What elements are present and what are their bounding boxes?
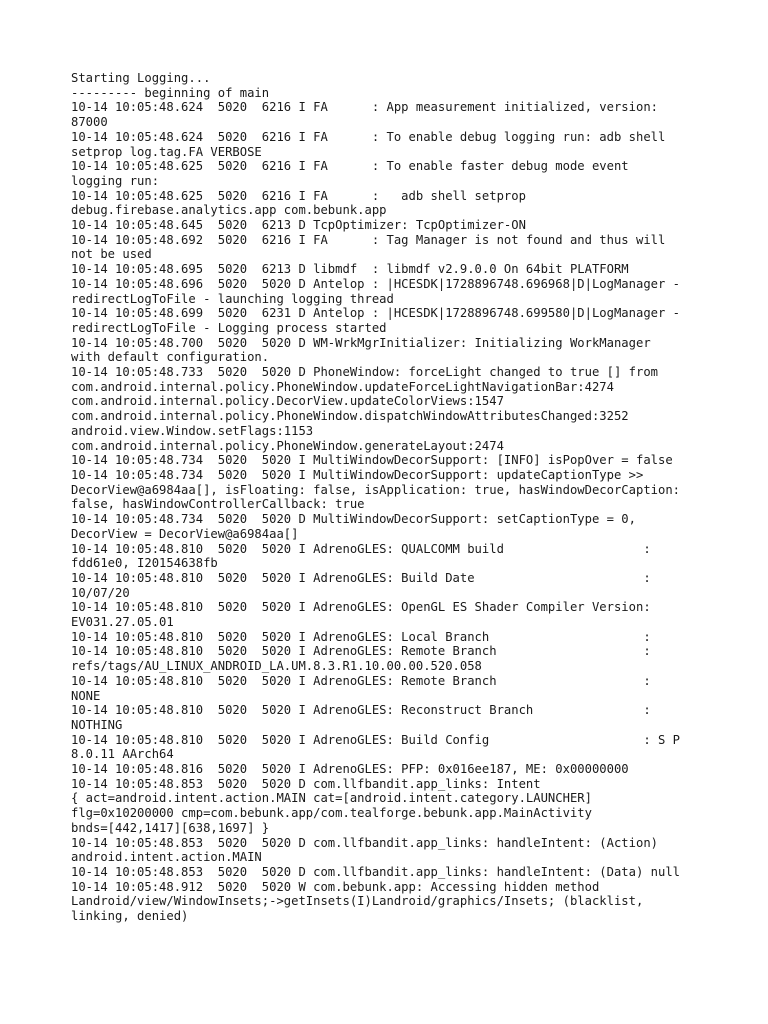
log-line: 10-14 10:05:48.692 5020 6216 I FA : Tag Manager is not found and thus will: [71, 232, 666, 247]
log-line: --------- beginning of main: [71, 85, 270, 100]
log-line: DecorView = DecorView@a6984aa[]: [71, 526, 299, 541]
log-line: linking, denied): [71, 909, 189, 924]
log-line: 10-14 10:05:48.816 5020 5020 I AdrenoGLES: PFP: 0x016ee187, ME: 0x00000000: [71, 762, 629, 777]
log-line: 10-14 10:05:48.734 5020 5020 I MultiWindowDecorSupport: [INFO] isPopOver = false: [71, 453, 673, 468]
log-line: 10-14 10:05:48.810 5020 5020 I AdrenoGLES: Build Config : S P: [71, 732, 681, 747]
log-line: NOTHING: [71, 717, 123, 732]
log-line: android.view.Window.setFlags:1153: [71, 423, 314, 438]
log-line: 10-14 10:05:48.696 5020 5020 D Antelop : |HCESDK|1728896748.696968|D|LogManager -: [71, 276, 681, 291]
log-line: 10-14 10:05:48.699 5020 6231 D Antelop : |HCESDK|1728896748.699580|D|LogManager -: [71, 306, 681, 321]
log-line: with default configuration.: [71, 350, 270, 365]
log-line: 87000: [71, 115, 108, 130]
log-line: android.intent.action.MAIN: [71, 850, 262, 865]
log-line: com.android.internal.policy.PhoneWindow.generateLayout:2474: [71, 438, 504, 453]
log-line: 10-14 10:05:48.645 5020 6213 D TcpOptimizer: TcpOptimizer-ON: [71, 218, 526, 233]
log-line: 10-14 10:05:48.853 5020 5020 D com.llfbandit.app_links: handleIntent: (Action): [71, 835, 658, 850]
log-line: logging run:: [71, 173, 160, 188]
log-line: 10-14 10:05:48.695 5020 6213 D libmdf : libmdf v2.9.0.0 On 64bit PLATFORM: [71, 262, 629, 277]
log-line: Starting Logging...: [71, 71, 211, 85]
log-line: DecorView@a6984aa[], isFloating: false, isApplication: true, hasWindowDecorCaption:: [71, 482, 681, 497]
log-line: 10-14 10:05:48.733 5020 5020 D PhoneWindow: forceLight changed to true [] from: [71, 365, 658, 380]
log-line: not be used: [71, 247, 152, 262]
log-line: 8.0.11 AArch64: [71, 747, 174, 762]
log-line: 10-14 10:05:48.853 5020 5020 D com.llfbandit.app_links: handleIntent: (Data) null: [71, 864, 681, 879]
log-line: redirectLogToFile - Logging process started: [71, 320, 387, 335]
log-line: setprop log.tag.FA VERBOSE: [71, 144, 262, 159]
log-line: 10-14 10:05:48.810 5020 5020 I AdrenoGLES: Remote Branch :: [71, 673, 651, 688]
log-line: 10-14 10:05:48.810 5020 5020 I AdrenoGLES: Remote Branch :: [71, 644, 651, 659]
log-line: false, hasWindowControllerCallback: true: [71, 497, 365, 512]
log-line: debug.firebase.analytics.app com.bebunk.app: [71, 203, 387, 218]
log-line: 10-14 10:05:48.810 5020 5020 I AdrenoGLES: QUALCOMM build :: [71, 541, 651, 556]
log-line: 10-14 10:05:48.912 5020 5020 W com.bebunk.app: Accessing hidden method: [71, 879, 600, 894]
log-line: fdd61e0, I20154638fb: [71, 556, 218, 571]
log-line: 10/07/20: [71, 585, 130, 600]
log-line: redirectLogToFile - launching logging thread: [71, 291, 394, 306]
log-text-body: [71, 71, 711, 924]
log-line: 10-14 10:05:48.810 5020 5020 I AdrenoGLES: Local Branch :: [71, 629, 651, 644]
log-line: Landroid/view/WindowInsets;->getInsets(I)Landroid/graphics/Insets; (blacklist,: [71, 894, 644, 909]
log-line: com.android.internal.policy.PhoneWindow.dispatchWindowAttributesChanged:3252: [71, 409, 629, 424]
log-line: NONE: [71, 688, 101, 703]
log-line: refs/tags/AU_LINUX_ANDROID_LA.UM.8.3.R1.10.00.00.520.058: [71, 659, 482, 674]
log-line: EV031.27.05.01: [71, 615, 174, 630]
log-line: 10-14 10:05:48.853 5020 5020 D com.llfbandit.app_links: Intent: [71, 776, 541, 791]
log-line: 10-14 10:05:48.624 5020 6216 I FA : App measurement initialized, version:: [71, 100, 658, 115]
log-line: flg=0x10200000 cmp=com.bebunk.app/com.tealforge.bebunk.app.MainActivity: [71, 806, 592, 821]
log-line: 10-14 10:05:48.810 5020 5020 I AdrenoGLES: Reconstruct Branch :: [71, 703, 651, 718]
log-line: com.android.internal.policy.DecorView.updateColorViews:1547: [71, 394, 504, 409]
log-line: 10-14 10:05:48.625 5020 6216 I FA : To enable faster debug mode event: [71, 159, 629, 174]
log-line: 10-14 10:05:48.700 5020 5020 D WM-WrkMgrInitializer: Initializing WorkManager: [71, 335, 651, 350]
log-line: com.android.internal.policy.PhoneWindow.updateForceLightNavigationBar:4274: [71, 379, 614, 394]
log-line: 10-14 10:05:48.734 5020 5020 D MultiWindowDecorSupport: setCaptionType = 0,: [71, 512, 636, 527]
log-line: 10-14 10:05:48.734 5020 5020 I MultiWindowDecorSupport: updateCaptionType >>: [71, 467, 644, 482]
log-line: { act=android.intent.action.MAIN cat=[android.intent.category.LAUNCHER]: [71, 791, 592, 806]
log-line: 10-14 10:05:48.810 5020 5020 I AdrenoGLES: OpenGL ES Shader Compiler Version:: [71, 600, 651, 615]
log-line: 10-14 10:05:48.810 5020 5020 I AdrenoGLES: Build Date :: [71, 570, 651, 585]
log-line: 10-14 10:05:48.625 5020 6216 I FA : adb shell setprop: [71, 188, 526, 203]
log-line: 10-14 10:05:48.624 5020 6216 I FA : To enable debug logging run: adb shell: [71, 129, 666, 144]
log-line: bnds=[442,1417][638,1697] }: [71, 820, 270, 835]
